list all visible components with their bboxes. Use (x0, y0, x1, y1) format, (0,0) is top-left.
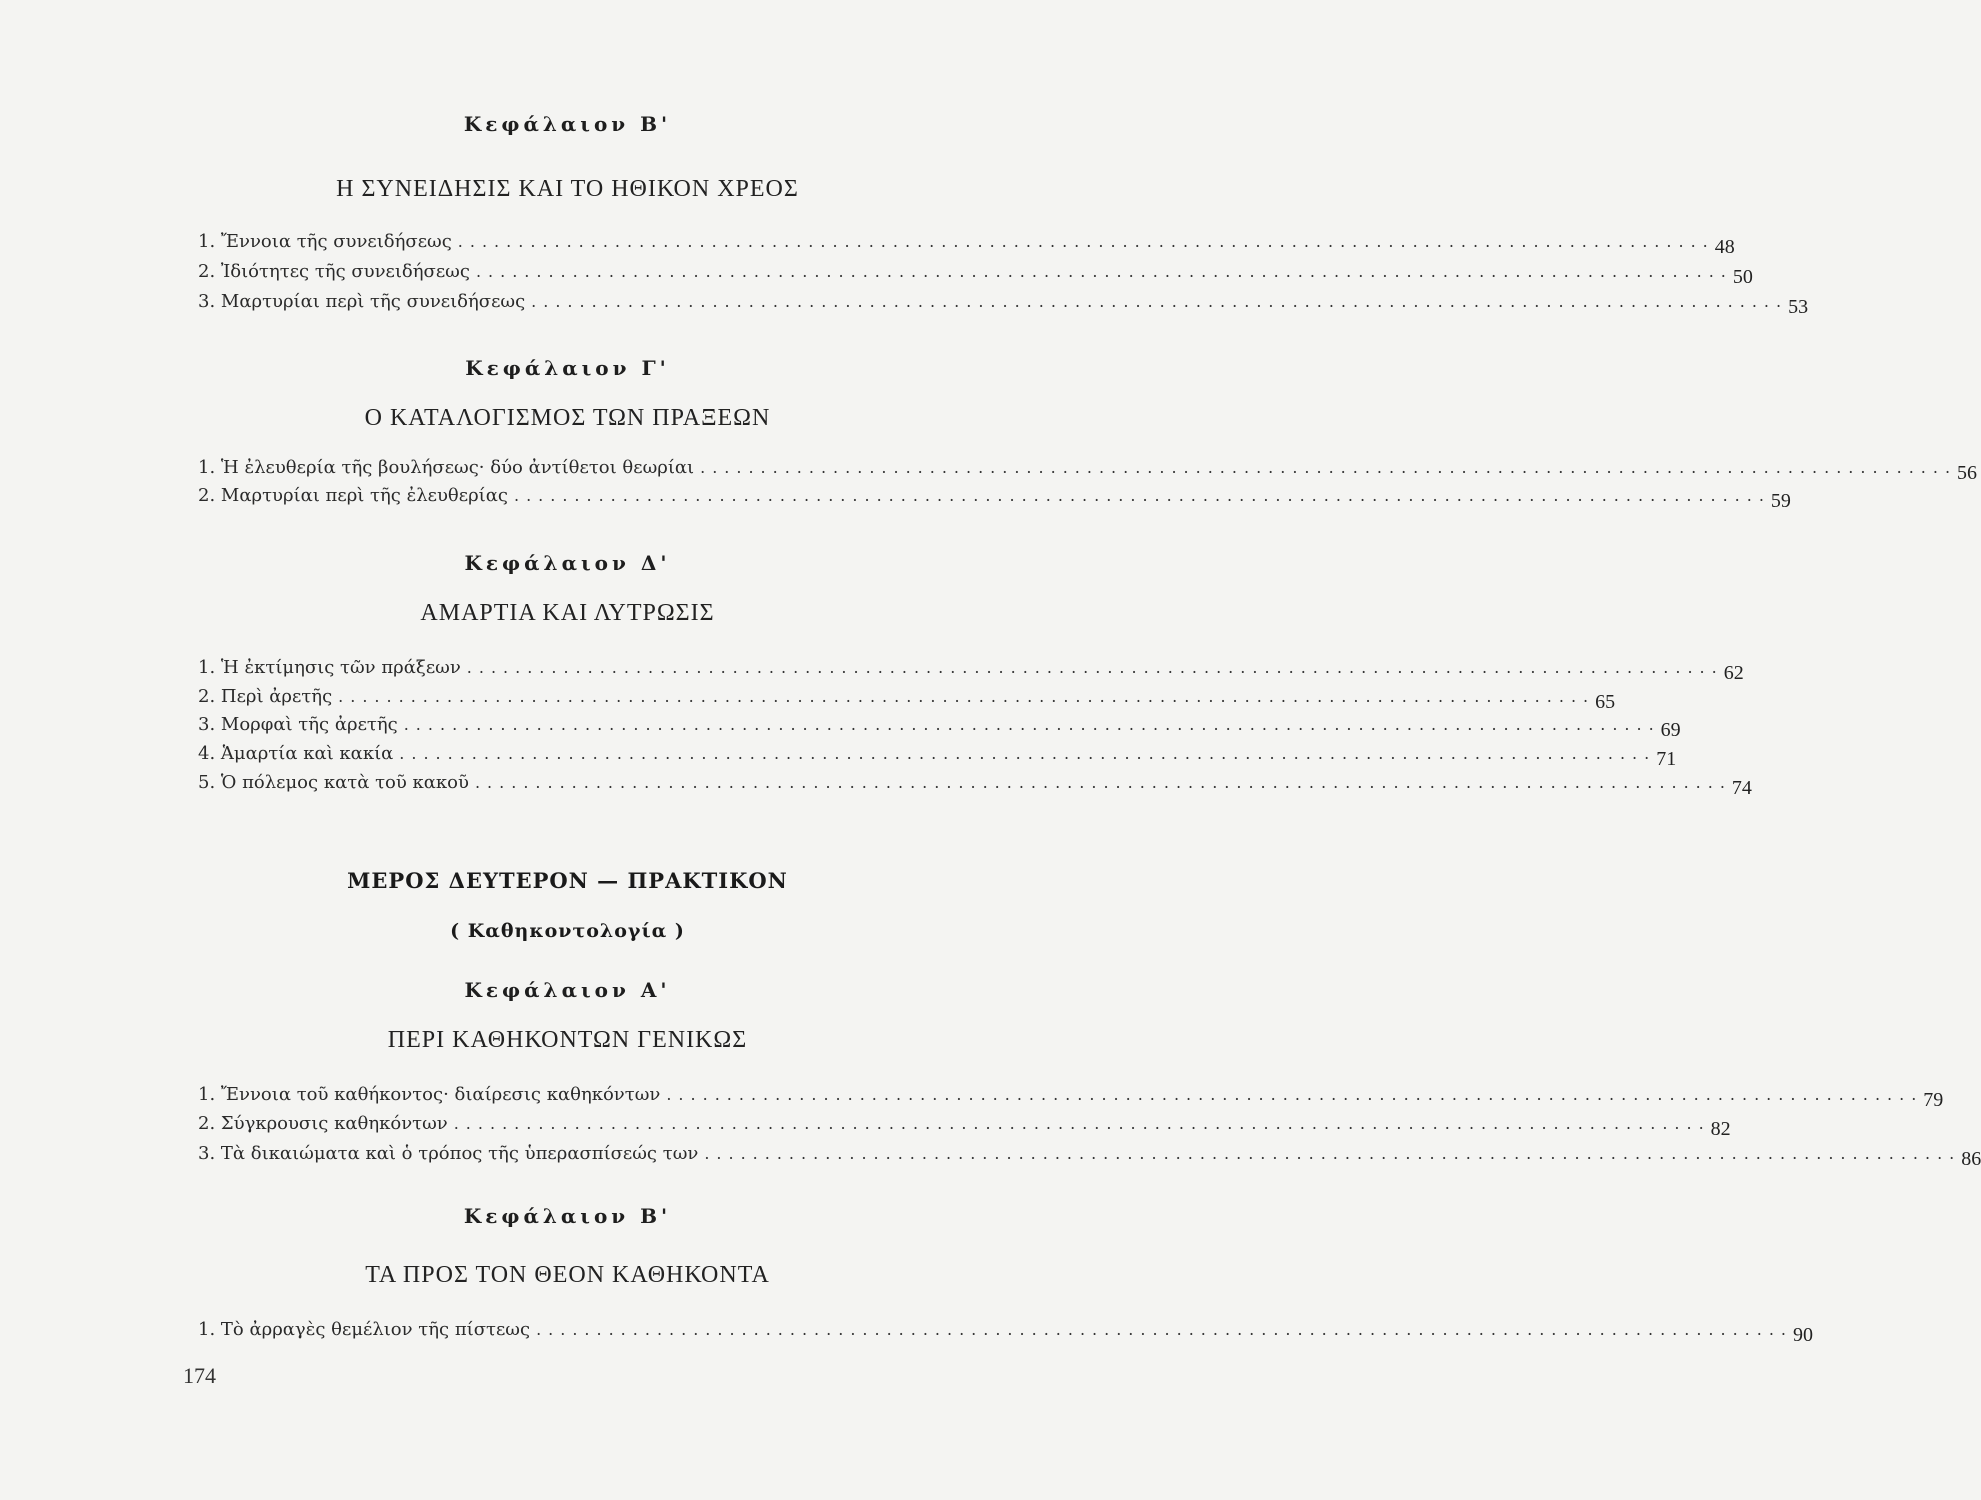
toc-entry-text: 1. Ἔννοια τοῦ καθήκοντος· διαίρεσις καθηκόντων (198, 1084, 661, 1105)
toc-entry-text: 5. Ὁ πόλεμος κατὰ τοῦ κακοῦ (198, 772, 469, 793)
toc-entry (198, 771, 1752, 801)
chapter-title: Ο ΚΑΤΑΛΟΓΙΣΜΟΣ ΤΩΝ ΠΡΑΞΕΩΝ (364, 405, 771, 431)
toc-entry (198, 1318, 1814, 1348)
toc-entry (198, 230, 1735, 260)
toc-entry-page: 71 (1656, 748, 1677, 770)
toc-entry-text: 4. Ἁμαρτία καὶ κακία (198, 743, 394, 764)
toc-entry (198, 456, 1978, 486)
toc-entry-page: 53 (1788, 296, 1809, 318)
leader-dots: ........................................................................................................ (475, 262, 1733, 281)
toc-entry (198, 713, 1681, 743)
toc-entry-text: 2. Ἰδιότητες τῆς συνειδήσεως (198, 261, 470, 282)
toc-entry (198, 1112, 1731, 1142)
leader-dots: ........................................................................................................ (399, 744, 1657, 763)
leader-dots: ........................................................................................................ (704, 1144, 1962, 1163)
toc-entry-text: 1. Ἔννοια τῆς συνειδήσεως (198, 231, 452, 252)
toc-entry-text: 2. Σύγκρουσις καθηκόντων (198, 1113, 448, 1134)
chapter-label: Κεφάλαιον Β' (463, 112, 672, 136)
leader-dots: ........................................................................................................ (513, 486, 1771, 505)
toc-entry-text: 1. Ἡ ἐκτίμησις τῶν πράξεων (198, 657, 461, 678)
chapter-title: ΤΑ ΠΡΟΣ ΤΟΝ ΘΕΟΝ ΚΑΘΗΚΟΝΤΑ (365, 1262, 770, 1288)
toc-entry (198, 685, 1616, 715)
toc-entry-page: 56 (1957, 462, 1978, 484)
toc-entry (198, 656, 1744, 686)
chapter-title: ΠΕΡΙ ΚΑΘΗΚΟΝΤΩΝ ΓΕΝΙΚΩΣ (387, 1027, 748, 1053)
toc-entry-text: 3. Μορφαὶ τῆς ἀρετῆς (198, 714, 398, 735)
toc-entry-text: 2. Περὶ ἀρετῆς (198, 686, 333, 707)
chapter-title: ΑΜΑΡΤΙΑ ΚΑΙ ΛΥΤΡΩΣΙΣ (420, 600, 715, 626)
toc-entry-text: 2. Μαρτυρίαι περὶ τῆς ἐλευθερίας (198, 485, 508, 506)
chapter-title: Η ΣΥΝΕΙΔΗΣΙΣ ΚΑΙ ΤΟ ΗΘΙΚΟΝ ΧΡΕΟΣ (336, 176, 799, 202)
toc-entry-page: 65 (1595, 691, 1616, 713)
toc-entry-page: 86 (1961, 1148, 1981, 1170)
toc-entry (198, 742, 1677, 772)
toc-entry-text: 3. Τὰ δικαιώματα καὶ ὁ τρόπος τῆς ὑπερασπίσεώς των (198, 1143, 699, 1164)
toc-entry (198, 1083, 1944, 1113)
page-number: 174 (183, 1363, 216, 1388)
toc-entry-page: 74 (1731, 777, 1752, 799)
toc-entry-text: 3. Μαρτυρίαι περὶ τῆς συνειδήσεως (198, 291, 526, 312)
toc-entry-page: 90 (1793, 1324, 1814, 1346)
leader-dots: ........................................................................................................ (666, 1085, 1924, 1104)
leader-dots: ........................................................................................................ (466, 658, 1724, 677)
toc-entry-page: 62 (1723, 662, 1744, 684)
leader-dots: ........................................................................................................ (403, 715, 1661, 734)
toc-entry (198, 484, 1791, 514)
part-subtitle: ( Καθηκοντολογία ) (450, 920, 685, 942)
toc-entry-text: 1. Τὸ ἀρραγὲς θεμέλιον τῆς πίστεως (198, 1319, 531, 1340)
toc-entry-page: 69 (1660, 719, 1681, 741)
toc-entry-text: 1. Ἡ ἐλευθερία τῆς βουλήσεως· δύο ἀντίθετοι θεωρίαι (198, 457, 695, 478)
chapter-label: Κεφάλαιον Α' (464, 978, 671, 1002)
toc-entry (198, 290, 1809, 320)
toc-entry (198, 260, 1753, 290)
chapter-label: Κεφάλαιον Δ' (464, 551, 671, 575)
toc-entry-page: 59 (1770, 490, 1791, 512)
leader-dots: ........................................................................................................ (531, 292, 1789, 311)
toc-entry-page: 79 (1923, 1089, 1944, 1111)
chapter-label: Κεφάλαιον Γ' (465, 356, 670, 380)
chapter-label: Κεφάλαιον Β' (463, 1204, 672, 1228)
leader-dots: ........................................................................................................ (536, 1320, 1794, 1339)
leader-dots: ........................................................................................................ (700, 458, 1958, 477)
toc-entry-page: 50 (1732, 266, 1753, 288)
leader-dots: ........................................................................................................ (453, 1114, 1711, 1133)
leader-dots: ........................................................................................................ (338, 687, 1596, 706)
leader-dots: ........................................................................................................ (457, 232, 1715, 251)
toc-entry-page: 48 (1714, 236, 1735, 258)
part-title: ΜΕΡΟΣ ΔΕΥΤΕΡΟΝ — ΠΡΑΚΤΙΚΟΝ (347, 868, 788, 893)
toc-entry (198, 1142, 1981, 1172)
leader-dots: ........................................................................................................ (474, 773, 1732, 792)
toc-entry-page: 82 (1710, 1118, 1731, 1140)
